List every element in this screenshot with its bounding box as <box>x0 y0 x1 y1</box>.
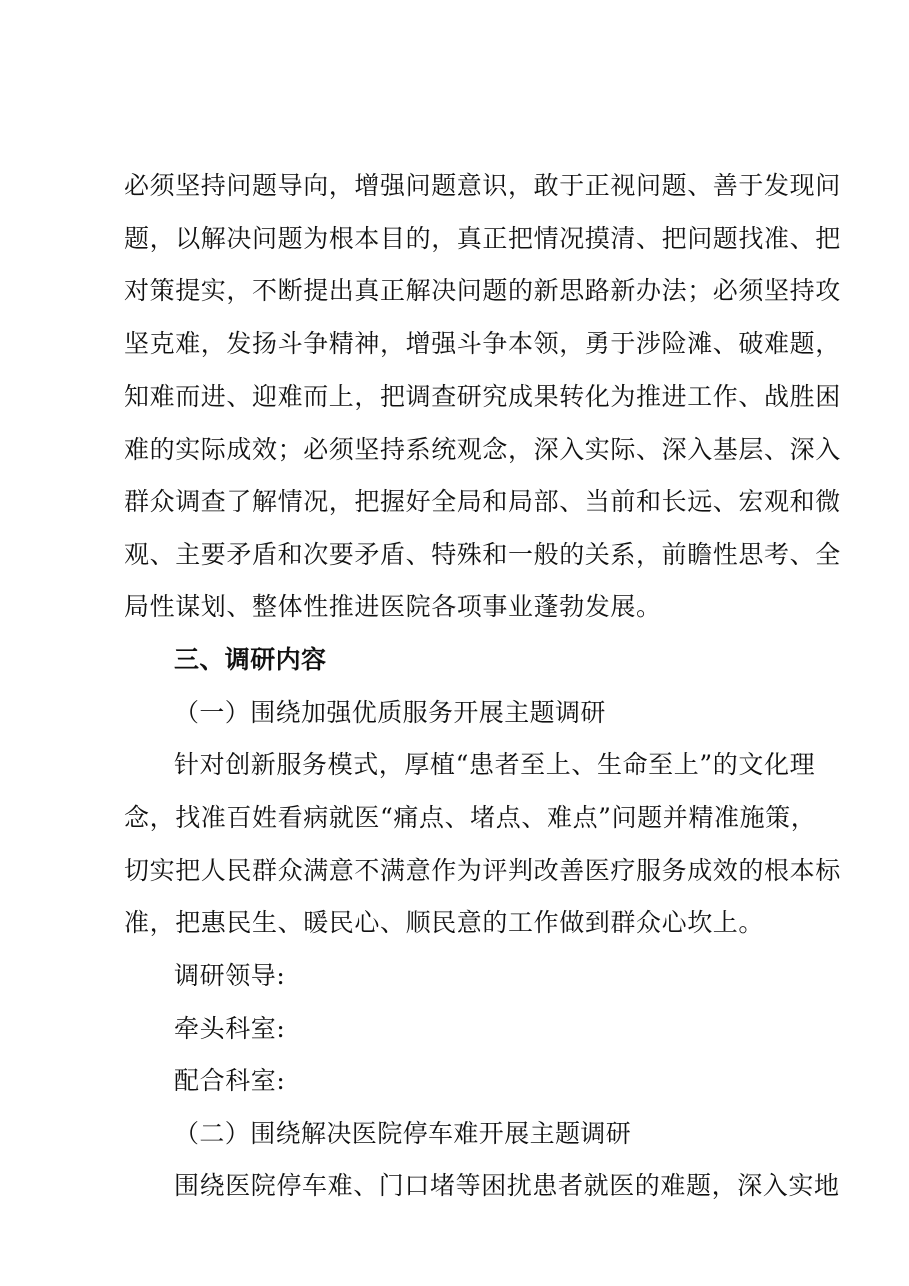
paragraph-line: 念，找准百姓看病就医“痛点、堵点、难点”问题并精准施策， <box>124 803 817 832</box>
paragraph-line: 切实把人民群众满意不满意作为评判改善医疗服务成效的根本标 <box>124 856 841 885</box>
paragraph-line: 难的实际成效；必须坚持系统观念，深入实际、深入基层、深入 <box>124 435 841 464</box>
subsection-heading: （一）围绕加强优质服务开展主题调研 <box>174 698 606 727</box>
field-label-lead-dept: 牵头科室: <box>174 1014 286 1043</box>
paragraph-line: 围绕医院停车难、门口堵等困扰患者就医的难题，深入实地 <box>174 1171 840 1200</box>
paragraph-line: 知难而进、迎难而上，把调查研究成果转化为推进工作、战胜困 <box>124 382 841 411</box>
paragraph-line: 准，把惠民生、暖民心、顺民意的工作做到群众心坎上。 <box>124 908 765 937</box>
paragraph-line: 观、主要矛盾和次要矛盾、特殊和一般的关系，前瞻性思考、全 <box>124 540 841 569</box>
paragraph-line: 局性谋划、整体性推进医院各项事业蓬勃发展。 <box>124 592 662 621</box>
paragraph-line: 针对创新服务模式，厚植“患者至上、生命至上”的文化理 <box>174 750 816 779</box>
paragraph-line: 坚克难，发扬斗争精神，增强斗争本领，勇于涉险滩、破难题， <box>124 329 841 358</box>
subsection-heading: （二）围绕解决医院停车难开展主题调研 <box>174 1119 632 1148</box>
section-heading: 三、调研内容 <box>174 645 327 674</box>
field-label-coop-dept: 配合科室: <box>174 1066 286 1095</box>
paragraph-line: 题，以解决问题为根本目的，真正把情况摸清、把问题找准、把 <box>124 224 841 253</box>
paragraph-line: 必须坚持问题导向，增强问题意识，敢于正视问题、善于发现问 <box>124 171 841 200</box>
paragraph-line: 群众调查了解情况，把握好全局和局部、当前和长远、宏观和微 <box>124 487 841 516</box>
paragraph-line: 对策提实，不断提出真正解决问题的新思路新办法；必须坚持攻 <box>124 276 841 305</box>
field-label-leader: 调研领导: <box>174 961 286 990</box>
